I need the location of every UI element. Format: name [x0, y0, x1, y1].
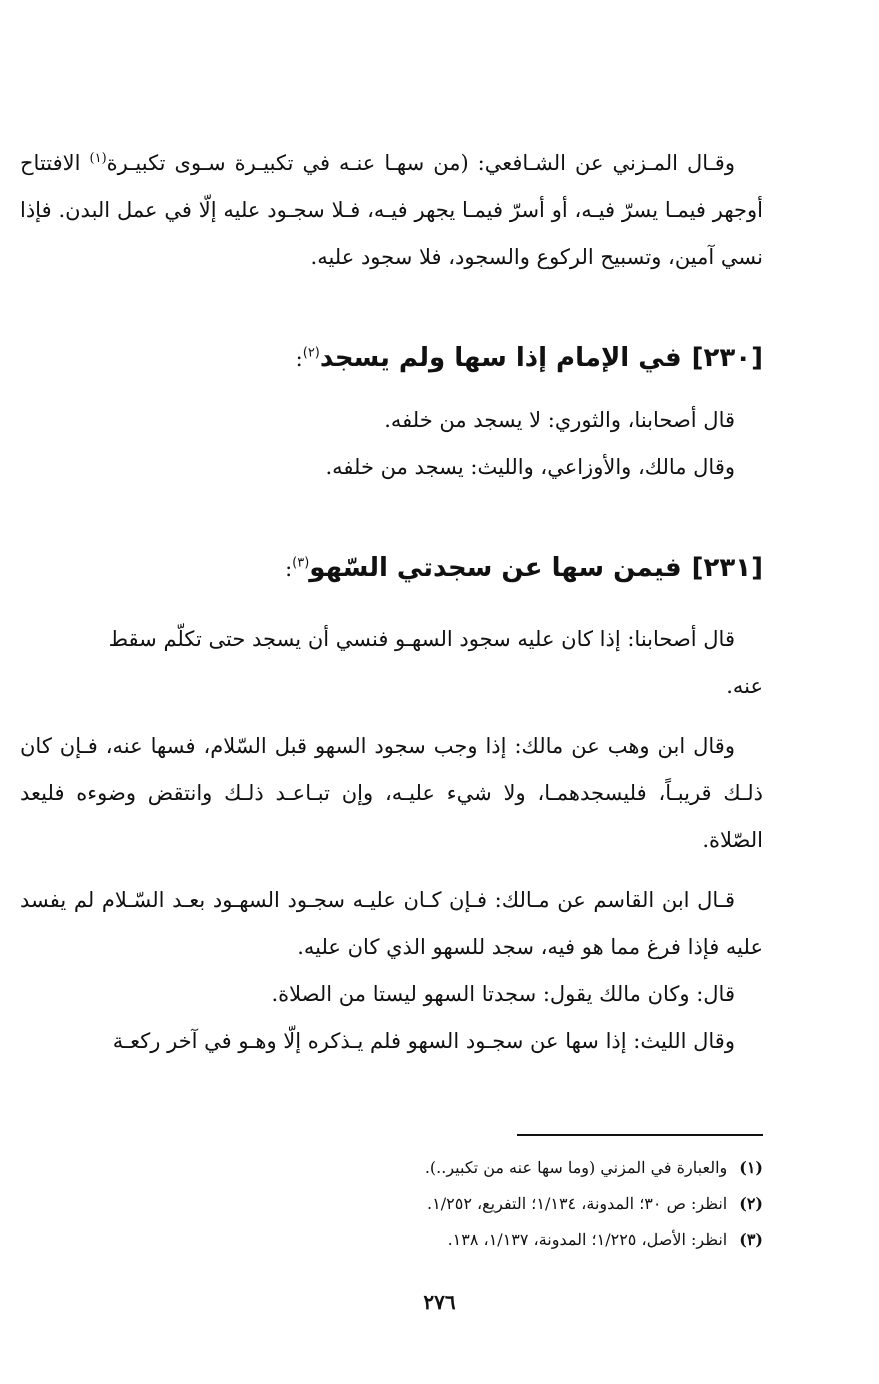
section-230-title: في الإمام إذا سها ولم يسجد — [319, 343, 682, 373]
footnote-2-marker: (٢) — [739, 1194, 763, 1213]
footnote-1-text: والعبارة في المزني (وما سها عنه من تكبير..). — [424, 1158, 728, 1177]
footnote-3 — [240, 1222, 763, 1258]
footnote-2 — [240, 1186, 763, 1222]
section-231-paragraph-1: قال أصحابنا: إذا كان عليه سجود السهـو فنسي أن يسجد حتى تكلّم سقط — [108, 627, 735, 651]
opening-paragraph — [20, 140, 763, 281]
footnote-divider — [517, 1134, 763, 1136]
section-231-colon: : — [285, 557, 293, 581]
section-230-line-2: وقال مالك، والأوزاعي، والليث: يسجد من خلفه. — [325, 455, 735, 479]
section-230-heading — [20, 333, 763, 384]
section-231-heading — [20, 543, 763, 594]
footnotes — [240, 1150, 763, 1258]
footnote-ref-1[interactable]: (١) — [89, 151, 107, 166]
page-number: ٢٧٦ — [423, 1290, 456, 1314]
section-230-colon: : — [295, 347, 303, 371]
section-231-number: [٢٣١] — [691, 553, 763, 583]
section-230-line-1: قال أصحابنا، والثوري: لا يسجد من خلفه. — [384, 408, 735, 432]
section-231-paragraph-5: وقال الليث: إذا سها عن سجـود السهو فلم يـذكره إلّا وهـو في آخر ركعـة — [112, 1029, 735, 1053]
opening-paragraph-text: وقـال المـزني عن الشـافعي: (من سهـا عنـه في تكبيـرة سـوى تكبيـرة — [106, 151, 735, 175]
section-231-paragraph-4: قال: وكان مالك يقول: سجدتا السهو ليستا من الصلاة. — [271, 982, 735, 1006]
section-231-paragraph-1-tail: عنه. — [726, 674, 763, 698]
footnote-1-marker: (١) — [739, 1158, 763, 1177]
footnote-2-text: انظر: ص ٣٠؛ المدونة، ١/١٣٤؛ التفريع، ١/٢٥٢. — [427, 1194, 728, 1213]
section-231-title: فيمن سها عن سجدتي السّهو — [309, 553, 682, 583]
section-231-paragraph-2: وقال ابن وهب عن مالك: إذا وجب سجود السهو قبل السّلام، فسها عنه، فـإن كان ذلـك قريبـاً، فليسجدهمـا، ولا شيء عليـه، وإن تبـاعـد ذلـك وانتقض وضوءه فليعد الصّلاة. — [20, 734, 763, 852]
footnote-3-marker: (٣) — [739, 1230, 763, 1249]
section-231-paragraph-3: قـال ابن القاسم عن مـالك: فـإن كـان عليـه سجـود السهـود بعـد السّـلام لم يفسد عليه فإذا فرغ مما هو فيه، سجد للسهو الذي كان عليه. — [20, 888, 763, 959]
footnote-1 — [240, 1150, 763, 1186]
footnote-3-text: انظر: الأصل، ١/٢٢٥؛ المدونة، ١/١٣٧، ١٣٨. — [447, 1230, 728, 1249]
section-230-number: [٢٣٠] — [691, 343, 763, 373]
footnote-ref-2[interactable]: (٢) — [302, 345, 320, 361]
opening-paragraph-rest: الافتتاح أوجهر فيمـا يسرّ فيـه، أو أسرّ فيمـا يجهر فيـه، فـلا سجـود عليه إلّا في عمل البدن. فإذا نسي آمين، وتسبيح الركوع والسجود، فلا سجود عليه. — [20, 151, 763, 269]
footnote-ref-3[interactable]: (٣) — [292, 555, 310, 571]
